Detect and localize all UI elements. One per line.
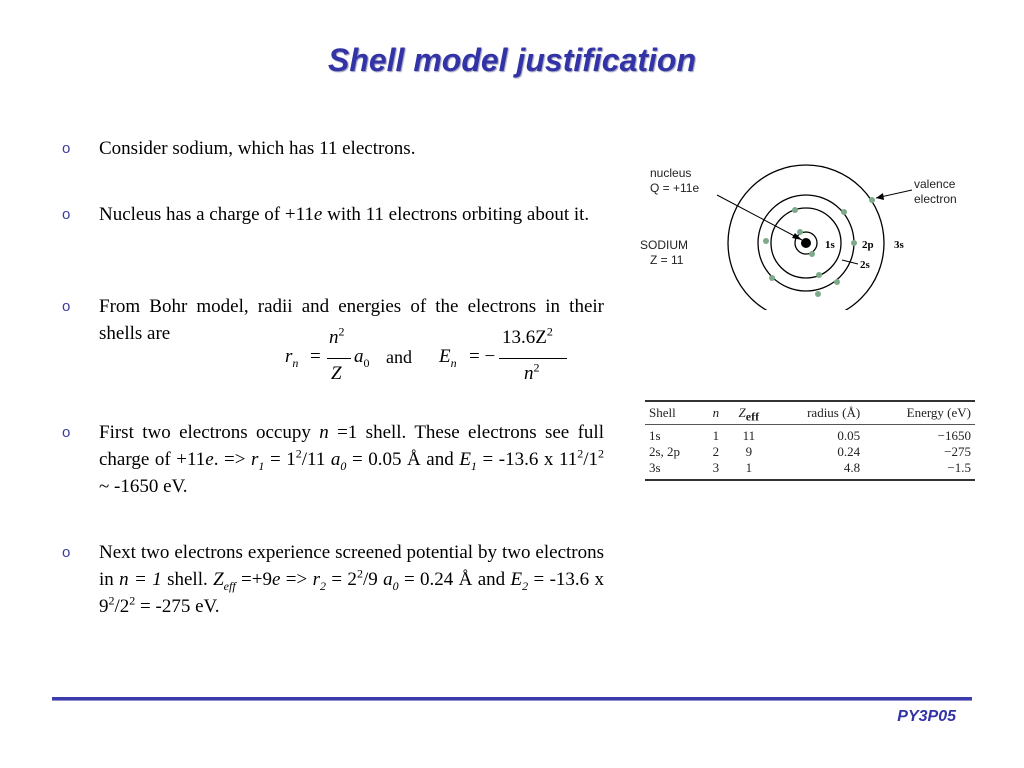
table-row: 3s 3 1 4.8 −1.5: [649, 460, 971, 475]
shell-2p-label: 2p: [862, 239, 874, 251]
table-row: 2s, 2p 2 9 0.24 −275: [649, 444, 971, 459]
table-row: 1s 1 11 0.05 −1650: [649, 428, 971, 443]
shell-3s-ring: [728, 165, 884, 310]
bullet-marker: o: [62, 140, 71, 157]
sodium-label: SODIUM: [640, 238, 688, 252]
nucleus-charge-label: Q = +11e: [650, 181, 700, 195]
shell-1s-label: 1s: [825, 239, 835, 251]
bullet-marker: o: [62, 298, 71, 315]
nucleus: [801, 238, 811, 248]
bohr-formula: $r_n$ = $n^2$ Z $a_0$ and $E_n$ = − $13.6Z^2$ $n^2$: [283, 323, 583, 389]
electrons: [763, 197, 875, 297]
col-n: n: [705, 402, 727, 425]
bullet-marker: o: [62, 206, 71, 223]
bullet-text: Nucleus has a charge of +11e with 11 electrons orbiting about it.: [99, 204, 590, 225]
slide-title: Shell model justification: [327, 42, 697, 78]
shell-3s-label: 3s: [894, 239, 904, 251]
bullet-text: First two electrons occupy n =1 shell. These electrons see full charge of +11e. => $r_1 = 1^2/11$ $a_0 = 0.05$ Å and $E_1 = -13.6$ x $11^2/1^2$ ~ -1650 eV.: [99, 422, 605, 497]
electron-label: electron: [914, 192, 957, 206]
col-shell: Shell: [645, 402, 705, 425]
bullet-marker: o: [62, 544, 71, 561]
bullet-text: Consider sodium, which has 11 electrons.: [99, 138, 416, 159]
bullet-item: [62, 539, 604, 620]
bullet-text: From Bohr model, radii and energies of the electrons in their shells are: [99, 296, 604, 344]
atomic-number-label: Z = 11: [650, 253, 684, 267]
col-zeff: $Z_{eff}$: [727, 402, 771, 425]
course-code: PY3P05: [897, 708, 956, 725]
col-radius: radius (Å): [771, 402, 864, 425]
bullet-item: [62, 135, 604, 162]
nucleus-label: nucleus: [650, 166, 692, 180]
col-energy: Energy (eV): [864, 402, 975, 425]
valence-label: valence: [914, 177, 956, 191]
shell-2s-label: 2s: [860, 259, 870, 271]
bullet-item: [62, 201, 604, 228]
bullet-item: [62, 419, 604, 500]
bullet-text: Next two electrons experience screened potential by two electrons in n = 1 shell. $Z_{eff} =+9e => r_2 = 2^2/9$ $a_0 = 0.24$ Å and $E_2 = -13.6$ x $9^2/2^2 = -275$ eV.: [99, 542, 605, 617]
sodium-shell-diagram: [632, 160, 977, 310]
shell-table: [645, 400, 975, 495]
bullet-marker: o: [62, 424, 71, 441]
